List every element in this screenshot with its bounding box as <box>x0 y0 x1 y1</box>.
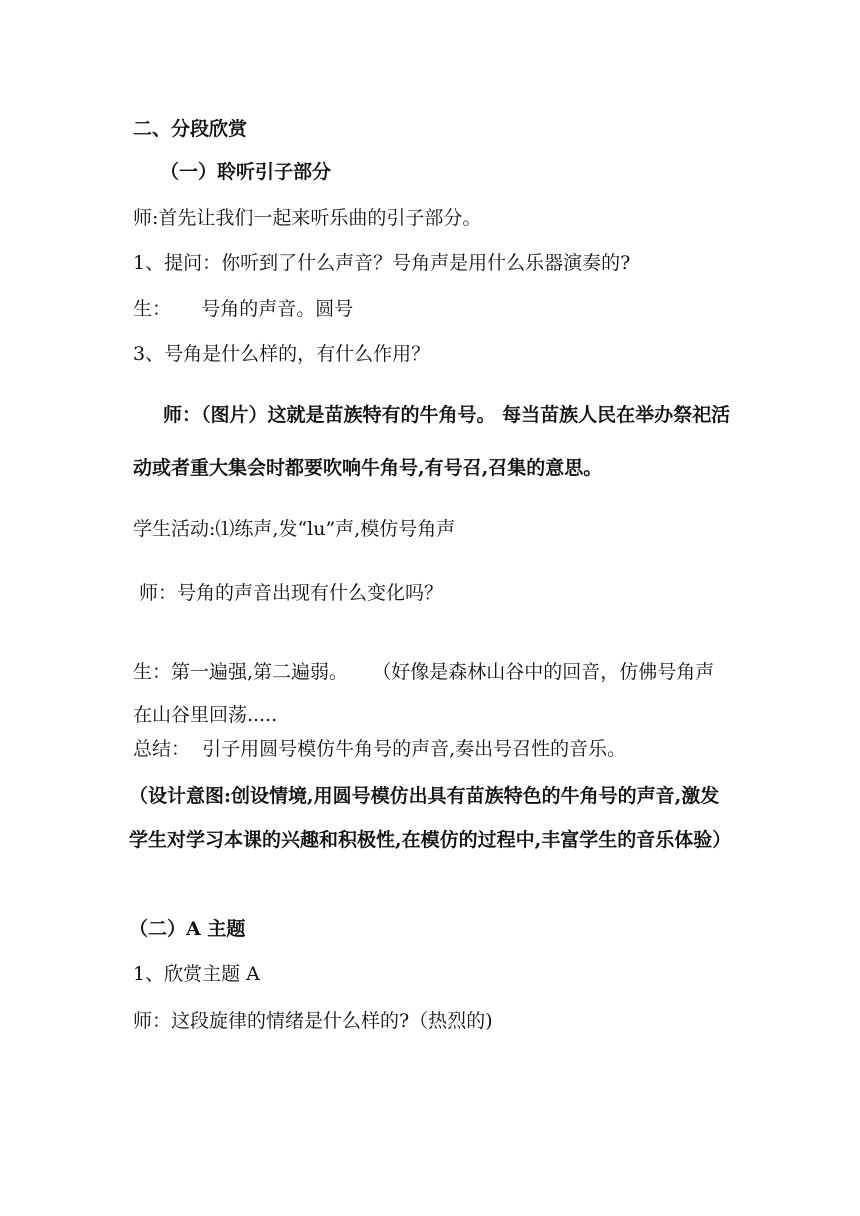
subsection-heading-intro: （一）聆听引子部分 <box>160 161 332 183</box>
question-line-3: 3、号角是什么样的，有什么作用？ <box>133 343 431 365</box>
appreciate-line: 1、欣赏主题 A <box>133 963 260 985</box>
student-activity-line: 学生活动:⑴练声,发“lu”声,模仿号角声 <box>133 518 456 540</box>
teacher-line-1: 师:首先让我们一起来听乐曲的引子部分。 <box>133 207 482 229</box>
section-heading: 二、分段欣赏 <box>133 118 248 140</box>
student-line-1: 生： 号角的声音。圆号 <box>133 298 354 320</box>
teacher-line-3: 师：这段旋律的情绪是什么样的?（热烈的) <box>133 1010 493 1032</box>
summary-line: 总结： 引子用圆号模仿牛角号的声音,奏出号召性的音乐。 <box>133 738 627 760</box>
teacher-line-2: 师：号角的声音出现有什么变化吗？ <box>133 582 444 604</box>
subsection-heading-theme-a: （二）A 主题 <box>129 918 246 940</box>
student-paragraph-2: 生：第一遍强,第二遍弱。 （好像是森林山谷中的回音，仿佛号角声在山谷里回荡..... <box>133 661 715 726</box>
teacher-paragraph-bold: 师：（图片）这就是苗族特有的牛角号。 每当苗族人民在举办祭祀活动或者重大集会时都要吹响牛角号,有号召,召集的意思。 <box>133 404 731 479</box>
question-line-1: 1、提问：你听到了什么声音？号角声是用什么乐器演奏的? <box>133 252 631 274</box>
design-intent-paragraph: （设计意图:创设情境,用圆号模仿出具有苗族特色的牛角号的声音,激发学生对学习本课的兴趣和积极性,在模仿的过程中,丰富学生的音乐体验） <box>129 785 732 851</box>
